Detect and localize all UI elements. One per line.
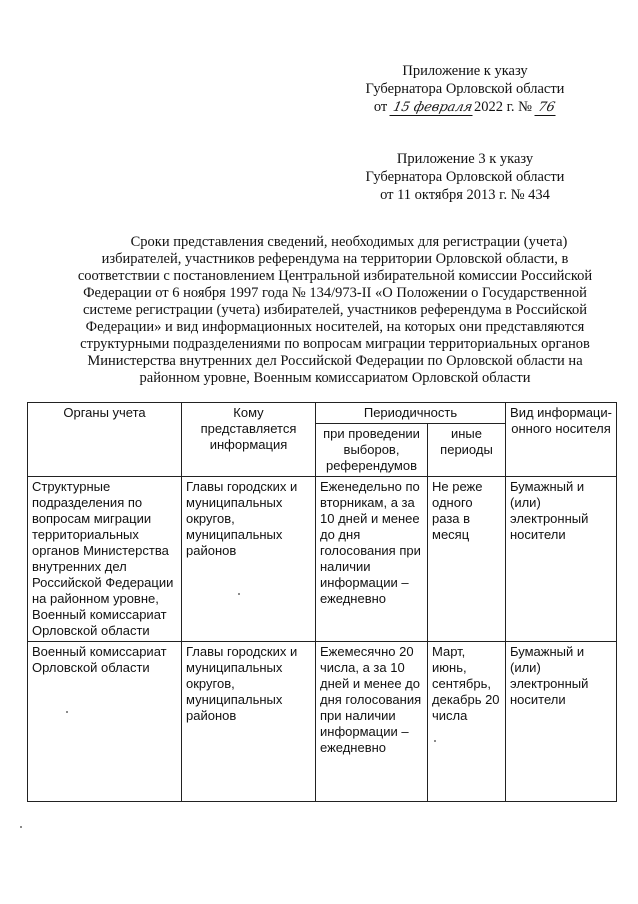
annex3-line-2: Губернатора Орловской области (365, 169, 565, 185)
handwritten-number: 76 (534, 101, 558, 116)
header-during-elections: при проведении выборов, референдумов (316, 424, 428, 477)
scan-speck (20, 826, 22, 828)
current-annex-header (340, 62, 590, 116)
date-prefix: от (373, 99, 388, 115)
cell-organ: Военный комиссариат Орловской области (28, 642, 182, 802)
annex3-line-1: Приложение 3 к указу (396, 151, 534, 167)
header-to-whom: Кому представляется информация (182, 403, 316, 477)
table-row (28, 477, 617, 642)
annex3-line-3: от 11 октября 2013 г. № 434 (380, 187, 550, 203)
title-paragraph: Сроки представления сведений, необходимых для регистрации (учета) избирателей, участников референдума на территории Орловской области, в соответствии с постановлением Центральной избирательной комиссии Российской Федерации от 6 ноября 1997 года № 134/973-II «О Положении о Государственной системе регистрации (учета) избирателей, участников референдума в Российской Федерации» и вид информационных носителей, на которых они представляются структурными подразделениями по вопросам миграции территориальных органов Министерства внутренних дел Российской Федерации по Орловской области на районном уровне, Военным комиссариатом Орловской области (77, 234, 593, 386)
cell-other: Март, июнь, сентябрь, декабрь 20 числа (428, 642, 506, 802)
cell-media: Бумажный и (или) электронный носители (506, 477, 617, 642)
scan-speck (66, 711, 68, 713)
scan-speck (434, 740, 436, 742)
cell-other: Не реже одного раза в месяц (428, 477, 506, 642)
reporting-schedule-table (27, 402, 617, 802)
cell-during: Еженедельно по вторникам, а за 10 дней и менее до дня голосования при наличии информации – ежедневно (316, 477, 428, 642)
cell-media: Бумажный и (или) электронный носители (506, 642, 617, 802)
document-title (70, 234, 600, 387)
header-other-periods: иные периоды (428, 424, 506, 477)
table-row (28, 642, 617, 802)
cell-recipient: Главы городских и муниципальных округов, муниципальных районов (182, 642, 316, 802)
handwritten-date: 15 февраля (389, 101, 475, 116)
original-annex-header (340, 150, 590, 204)
scan-speck (238, 593, 240, 595)
year-text: 2022 г. № (473, 99, 532, 115)
header-organs: Органы учета (28, 403, 182, 477)
cell-during: Ежемесячно 20 числа, а за 10 дней и менее до дня голосования при наличии информации – ежедневно (316, 642, 428, 802)
annex-line-2: Губернатора Орловской области (365, 81, 565, 97)
cell-organ: Структурные подразделения по вопросам миграции территориальных органов Министерства внутренних дел Российской Федерации на районном уровне, Военный комиссариат Орловской области (28, 477, 182, 642)
cell-recipient: Главы городских и муниципальных округов, муниципальных районов (182, 477, 316, 642)
annex-line-1: Приложение к указу (402, 63, 528, 79)
header-periodicity: Периодичность (316, 403, 506, 424)
annex-date-line (340, 98, 590, 116)
header-media-type: Вид информаци-онного носителя (506, 403, 617, 477)
